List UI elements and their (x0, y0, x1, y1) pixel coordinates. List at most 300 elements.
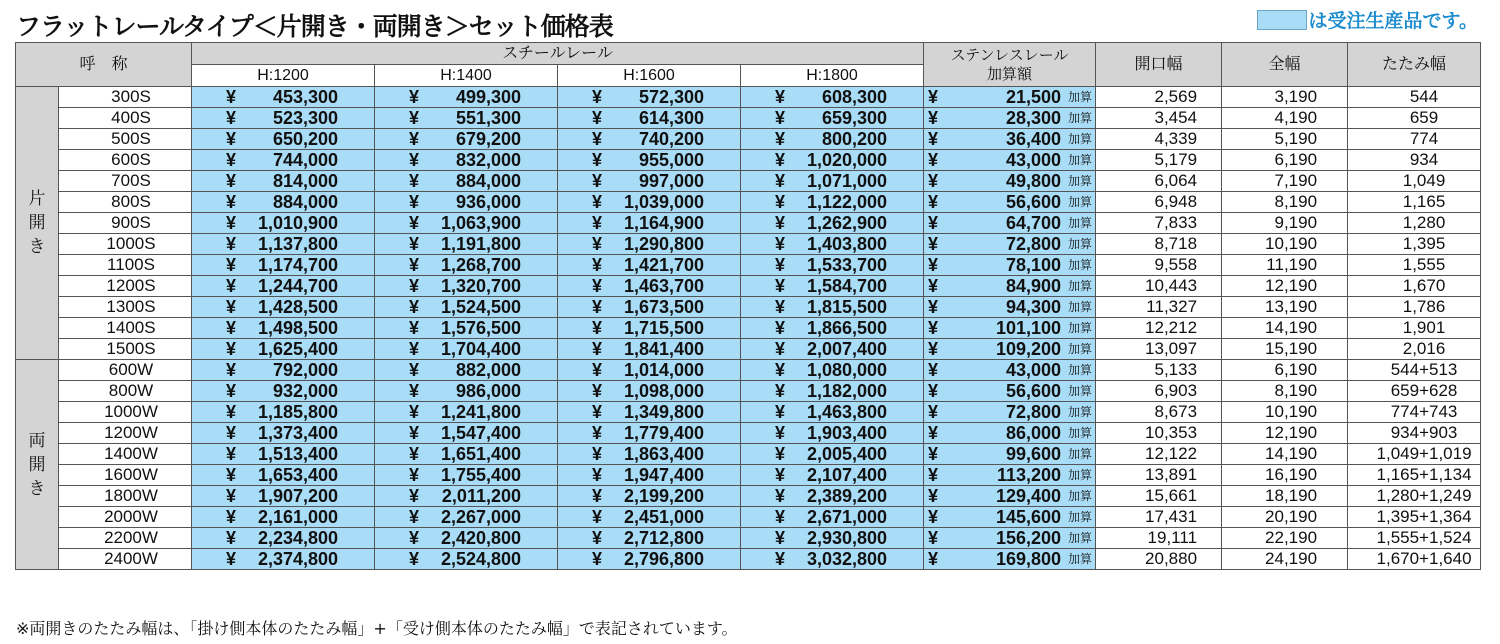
steel-price-cell (192, 150, 375, 171)
stainless-value: 101,100 (995, 318, 1062, 338)
yen-sign: ¥ (928, 87, 939, 107)
steel-price-cell (192, 507, 375, 528)
folded-width-cell: 1,670+1,640 (1348, 549, 1481, 570)
price-value: 832,000 (455, 150, 522, 170)
steel-price-cell (558, 255, 741, 276)
yen-sign: ¥ (409, 234, 420, 254)
price-value: 1,625,400 (257, 339, 339, 359)
total-width-cell: 12,190 (1222, 276, 1348, 297)
kasan-label: 加算 (1068, 111, 1093, 125)
stainless-value: 43,000 (1005, 360, 1062, 380)
yen-sign: ¥ (226, 444, 237, 464)
price-value: 1,080,000 (806, 360, 888, 380)
opening-width-cell: 10,443 (1096, 276, 1222, 297)
steel-price-cell (741, 255, 924, 276)
steel-price-cell (192, 213, 375, 234)
price-value: 1,320,700 (440, 276, 522, 296)
price-value: 1,651,400 (440, 444, 522, 464)
price-value: 1,137,800 (257, 234, 339, 254)
steel-price-cell (741, 486, 924, 507)
table-row (16, 129, 1481, 150)
price-value: 1,174,700 (257, 255, 339, 275)
opening-width-cell: 8,673 (1096, 402, 1222, 423)
steel-price-cell (741, 234, 924, 255)
opening-width-cell: 8,718 (1096, 234, 1222, 255)
steel-price-cell (375, 465, 558, 486)
steel-price-cell (375, 381, 558, 402)
yen-sign: ¥ (928, 318, 939, 338)
model-name: 1100S (59, 255, 192, 276)
opening-width-cell: 19,111 (1096, 528, 1222, 549)
legend-swatch (1257, 10, 1307, 30)
yen-sign: ¥ (226, 381, 237, 401)
model-name: 700S (59, 171, 192, 192)
stainless-surcharge-cell (924, 87, 1096, 108)
kasan-label: 加算 (1068, 237, 1093, 251)
yen-sign: ¥ (409, 444, 420, 464)
price-value: 1,014,000 (623, 360, 705, 380)
table-row (16, 381, 1481, 402)
yen-sign: ¥ (775, 423, 786, 443)
price-value: 2,374,800 (257, 549, 339, 569)
model-name: 800W (59, 381, 192, 402)
steel-price-cell (192, 129, 375, 150)
yen-sign: ¥ (775, 402, 786, 422)
steel-price-cell (375, 213, 558, 234)
price-value: 2,671,000 (806, 507, 888, 527)
yen-sign: ¥ (592, 402, 603, 422)
footnote: ※両開きのたたみ幅は、「掛け側本体のたたみ幅」+「受け側本体のたたみ幅」で表記されています。 (16, 619, 738, 638)
total-width-cell: 6,190 (1222, 360, 1348, 381)
price-value: 499,300 (455, 87, 522, 107)
table-row (16, 255, 1481, 276)
price-value: 1,866,500 (806, 318, 888, 338)
kasan-label: 加算 (1068, 90, 1093, 104)
folded-width-cell: 544+513 (1348, 360, 1481, 381)
yen-sign: ¥ (226, 108, 237, 128)
steel-price-cell (192, 381, 375, 402)
yen-sign: ¥ (592, 108, 603, 128)
group-label-char: 開 (28, 454, 46, 474)
yen-sign: ¥ (409, 528, 420, 548)
steel-price-cell (558, 108, 741, 129)
table-row (16, 87, 1481, 108)
stainless-surcharge-cell (924, 234, 1096, 255)
yen-sign: ¥ (409, 507, 420, 527)
price-value: 1,373,400 (257, 423, 339, 443)
stainless-surcharge-cell (924, 255, 1096, 276)
price-value: 1,122,000 (806, 192, 888, 212)
table-row (16, 444, 1481, 465)
stainless-surcharge-cell (924, 444, 1096, 465)
yen-sign: ¥ (592, 549, 603, 569)
yen-sign: ¥ (592, 339, 603, 359)
yen-sign: ¥ (592, 276, 603, 296)
table-row (16, 108, 1481, 129)
yen-sign: ¥ (226, 402, 237, 422)
group-label (16, 360, 59, 570)
steel-price-cell (375, 255, 558, 276)
yen-sign: ¥ (928, 360, 939, 380)
steel-price-cell (375, 171, 558, 192)
yen-sign: ¥ (928, 234, 939, 254)
price-value: 2,930,800 (806, 528, 888, 548)
stainless-surcharge-cell (924, 381, 1096, 402)
yen-sign: ¥ (409, 381, 420, 401)
opening-width-cell: 4,339 (1096, 129, 1222, 150)
steel-price-cell (375, 444, 558, 465)
price-value: 1,863,400 (623, 444, 705, 464)
price-value: 1,576,500 (440, 318, 522, 338)
steel-price-cell (558, 549, 741, 570)
stainless-surcharge-cell (924, 528, 1096, 549)
steel-price-cell (375, 318, 558, 339)
header-opening-width: 開口幅 (1096, 43, 1222, 87)
folded-width-cell: 934+903 (1348, 423, 1481, 444)
folded-width-cell: 774 (1348, 129, 1481, 150)
stainless-surcharge-cell (924, 339, 1096, 360)
kasan-label: 加算 (1068, 363, 1093, 377)
yen-sign: ¥ (928, 297, 939, 317)
stainless-surcharge-cell (924, 276, 1096, 297)
steel-price-cell (741, 192, 924, 213)
steel-price-cell (558, 360, 741, 381)
kasan-label: 加算 (1068, 510, 1093, 524)
stainless-surcharge-cell (924, 465, 1096, 486)
yen-sign: ¥ (928, 129, 939, 149)
yen-sign: ¥ (592, 528, 603, 548)
price-value: 792,000 (272, 360, 339, 380)
steel-price-cell (375, 234, 558, 255)
legend (1257, 6, 1478, 33)
steel-price-cell (558, 171, 741, 192)
price-value: 551,300 (455, 108, 522, 128)
total-width-cell: 11,190 (1222, 255, 1348, 276)
kasan-label: 加算 (1068, 321, 1093, 335)
price-value: 1,185,800 (257, 402, 339, 422)
kasan-label: 加算 (1068, 174, 1093, 188)
yen-sign: ¥ (592, 192, 603, 212)
yen-sign: ¥ (409, 171, 420, 191)
folded-width-cell: 1,395+1,364 (1348, 507, 1481, 528)
table-row (16, 549, 1481, 570)
total-width-cell: 10,190 (1222, 234, 1348, 255)
price-value: 1,755,400 (440, 465, 522, 485)
yen-sign: ¥ (409, 360, 420, 380)
yen-sign: ¥ (775, 87, 786, 107)
kasan-label: 加算 (1068, 132, 1093, 146)
yen-sign: ¥ (775, 297, 786, 317)
yen-sign: ¥ (928, 255, 939, 275)
price-value: 1,020,000 (806, 150, 888, 170)
kasan-label: 加算 (1068, 300, 1093, 314)
yen-sign: ¥ (409, 549, 420, 569)
legend-text: は受注生産品です。 (1308, 10, 1478, 32)
opening-width-cell: 20,880 (1096, 549, 1222, 570)
yen-sign: ¥ (226, 213, 237, 233)
yen-sign: ¥ (409, 129, 420, 149)
folded-width-cell: 659 (1348, 108, 1481, 129)
yen-sign: ¥ (592, 150, 603, 170)
steel-price-cell (375, 507, 558, 528)
yen-sign: ¥ (775, 234, 786, 254)
opening-width-cell: 12,122 (1096, 444, 1222, 465)
yen-sign: ¥ (928, 507, 939, 527)
price-value: 997,000 (638, 171, 705, 191)
folded-width-cell: 1,049+1,019 (1348, 444, 1481, 465)
steel-price-cell (741, 171, 924, 192)
yen-sign: ¥ (592, 213, 603, 233)
stainless-value: 145,600 (995, 507, 1062, 527)
model-name: 1000S (59, 234, 192, 255)
stainless-value: 99,600 (1005, 444, 1062, 464)
yen-sign: ¥ (775, 360, 786, 380)
table-row (16, 234, 1481, 255)
total-width-cell: 16,190 (1222, 465, 1348, 486)
model-name: 2200W (59, 528, 192, 549)
table-body (16, 87, 1481, 570)
steel-price-cell (741, 402, 924, 423)
steel-price-cell (375, 276, 558, 297)
kasan-label: 加算 (1068, 279, 1093, 293)
folded-width-cell: 1,901 (1348, 318, 1481, 339)
model-name: 800S (59, 192, 192, 213)
yen-sign: ¥ (592, 381, 603, 401)
model-name: 900S (59, 213, 192, 234)
yen-sign: ¥ (592, 423, 603, 443)
yen-sign: ¥ (226, 318, 237, 338)
total-width-cell: 14,190 (1222, 444, 1348, 465)
steel-price-cell (375, 192, 558, 213)
steel-price-cell (741, 528, 924, 549)
table-row (16, 423, 1481, 444)
steel-price-cell (192, 444, 375, 465)
yen-sign: ¥ (928, 150, 939, 170)
price-value: 1,653,400 (257, 465, 339, 485)
steel-price-cell (558, 276, 741, 297)
table-row (16, 360, 1481, 381)
yen-sign: ¥ (592, 297, 603, 317)
stainless-surcharge-cell (924, 171, 1096, 192)
opening-width-cell: 17,431 (1096, 507, 1222, 528)
yen-sign: ¥ (928, 339, 939, 359)
steel-price-cell (741, 318, 924, 339)
folded-width-cell: 1,395 (1348, 234, 1481, 255)
model-name: 1400W (59, 444, 192, 465)
steel-price-cell (375, 297, 558, 318)
folded-width-cell: 544 (1348, 87, 1481, 108)
table-row (16, 192, 1481, 213)
price-value: 1,463,700 (623, 276, 705, 296)
kasan-label: 加算 (1068, 405, 1093, 419)
total-width-cell: 8,190 (1222, 381, 1348, 402)
price-value: 3,032,800 (806, 549, 888, 569)
steel-price-cell (741, 276, 924, 297)
header-stainless-line2: 加算額 (987, 65, 1033, 83)
total-width-cell: 5,190 (1222, 129, 1348, 150)
steel-price-cell (192, 549, 375, 570)
table-row (16, 276, 1481, 297)
stainless-surcharge-cell (924, 318, 1096, 339)
price-value: 2,420,800 (440, 528, 522, 548)
steel-price-cell (741, 129, 924, 150)
price-value: 955,000 (638, 150, 705, 170)
header-steel-rail: スチールレール (192, 43, 924, 65)
model-name: 1200W (59, 423, 192, 444)
steel-price-cell (375, 549, 558, 570)
price-value: 1,182,000 (806, 381, 888, 401)
model-name: 1800W (59, 486, 192, 507)
stainless-surcharge-cell (924, 507, 1096, 528)
stainless-value: 28,300 (1005, 108, 1062, 128)
steel-price-cell (375, 339, 558, 360)
price-value: 1,584,700 (806, 276, 888, 296)
table-row (16, 171, 1481, 192)
steel-price-cell (192, 528, 375, 549)
model-name: 1200S (59, 276, 192, 297)
price-value: 2,524,800 (440, 549, 522, 569)
stainless-surcharge-cell (924, 192, 1096, 213)
price-value: 744,000 (272, 150, 339, 170)
yen-sign: ¥ (409, 318, 420, 338)
kasan-label: 加算 (1068, 153, 1093, 167)
yen-sign: ¥ (928, 381, 939, 401)
steel-price-cell (192, 192, 375, 213)
folded-width-cell: 1,555 (1348, 255, 1481, 276)
steel-price-cell (375, 402, 558, 423)
price-value: 2,161,000 (257, 507, 339, 527)
steel-price-cell (192, 108, 375, 129)
yen-sign: ¥ (226, 507, 237, 527)
yen-sign: ¥ (226, 360, 237, 380)
steel-price-cell (558, 486, 741, 507)
steel-price-cell (741, 108, 924, 129)
steel-price-cell (558, 402, 741, 423)
steel-price-cell (192, 423, 375, 444)
steel-price-cell (192, 297, 375, 318)
price-value: 1,039,000 (623, 192, 705, 212)
table-row (16, 150, 1481, 171)
steel-price-cell (558, 423, 741, 444)
steel-price-cell (192, 255, 375, 276)
header-folded-width: たたみ幅 (1348, 43, 1481, 87)
price-value: 2,005,400 (806, 444, 888, 464)
yen-sign: ¥ (775, 381, 786, 401)
total-width-cell: 3,190 (1222, 87, 1348, 108)
header-name: 呼 称 (16, 43, 192, 87)
kasan-label: 加算 (1068, 258, 1093, 272)
steel-price-cell (558, 150, 741, 171)
yen-sign: ¥ (592, 486, 603, 506)
yen-sign: ¥ (226, 255, 237, 275)
yen-sign: ¥ (226, 423, 237, 443)
stainless-value: 64,700 (1005, 213, 1062, 233)
price-value: 1,244,700 (257, 276, 339, 296)
price-value: 1,262,900 (806, 213, 888, 233)
model-name: 1600W (59, 465, 192, 486)
opening-width-cell: 10,353 (1096, 423, 1222, 444)
price-value: 1,403,800 (806, 234, 888, 254)
steel-price-cell (375, 423, 558, 444)
folded-width-cell: 2,016 (1348, 339, 1481, 360)
price-value: 453,300 (272, 87, 339, 107)
steel-price-cell (741, 423, 924, 444)
yen-sign: ¥ (775, 318, 786, 338)
stainless-value: 56,600 (1005, 192, 1062, 212)
yen-sign: ¥ (775, 255, 786, 275)
table-row (16, 213, 1481, 234)
folded-width-cell: 1,786 (1348, 297, 1481, 318)
steel-price-cell (192, 318, 375, 339)
opening-width-cell: 5,179 (1096, 150, 1222, 171)
yen-sign: ¥ (409, 402, 420, 422)
steel-price-cell (192, 402, 375, 423)
stainless-value: 72,800 (1005, 234, 1062, 254)
opening-width-cell: 6,948 (1096, 192, 1222, 213)
price-value: 936,000 (455, 192, 522, 212)
steel-price-cell (558, 444, 741, 465)
yen-sign: ¥ (409, 192, 420, 212)
yen-sign: ¥ (928, 276, 939, 296)
model-name: 2000W (59, 507, 192, 528)
yen-sign: ¥ (592, 87, 603, 107)
stainless-value: 109,200 (995, 339, 1062, 359)
yen-sign: ¥ (775, 507, 786, 527)
model-name: 1300S (59, 297, 192, 318)
yen-sign: ¥ (592, 360, 603, 380)
price-value: 1,421,700 (623, 255, 705, 275)
price-value: 1,010,900 (257, 213, 339, 233)
steel-price-cell (741, 150, 924, 171)
group-label-char: 片 (28, 189, 46, 208)
yen-sign: ¥ (409, 255, 420, 275)
price-value: 1,463,800 (806, 402, 888, 422)
price-value: 2,107,400 (806, 465, 888, 485)
stainless-surcharge-cell (924, 549, 1096, 570)
kasan-label: 加算 (1068, 216, 1093, 230)
total-width-cell: 15,190 (1222, 339, 1348, 360)
yen-sign: ¥ (775, 150, 786, 170)
price-value: 1,164,900 (623, 213, 705, 233)
group-label-char: 両 (28, 430, 46, 450)
opening-width-cell: 5,133 (1096, 360, 1222, 381)
table-row (16, 507, 1481, 528)
steel-price-cell (558, 318, 741, 339)
opening-width-cell: 12,212 (1096, 318, 1222, 339)
header-total-width: 全幅 (1222, 43, 1348, 87)
folded-width-cell: 934 (1348, 150, 1481, 171)
header-stainless-line1: ステンレスレール (950, 46, 1069, 64)
yen-sign: ¥ (592, 465, 603, 485)
yen-sign: ¥ (226, 150, 237, 170)
steel-price-cell (375, 129, 558, 150)
price-value: 1,903,400 (806, 423, 888, 443)
price-value: 1,513,400 (257, 444, 339, 464)
price-value: 2,234,800 (257, 528, 339, 548)
steel-price-cell (375, 108, 558, 129)
price-value: 814,000 (272, 171, 339, 191)
yen-sign: ¥ (592, 318, 603, 338)
yen-sign: ¥ (775, 129, 786, 149)
price-value: 2,011,200 (441, 486, 522, 506)
stainless-value: 49,800 (1005, 171, 1062, 191)
price-value: 1,815,500 (806, 297, 888, 317)
yen-sign: ¥ (409, 150, 420, 170)
steel-price-cell (375, 87, 558, 108)
steel-price-cell (741, 297, 924, 318)
price-value: 1,533,700 (806, 255, 888, 275)
stainless-surcharge-cell (924, 129, 1096, 150)
